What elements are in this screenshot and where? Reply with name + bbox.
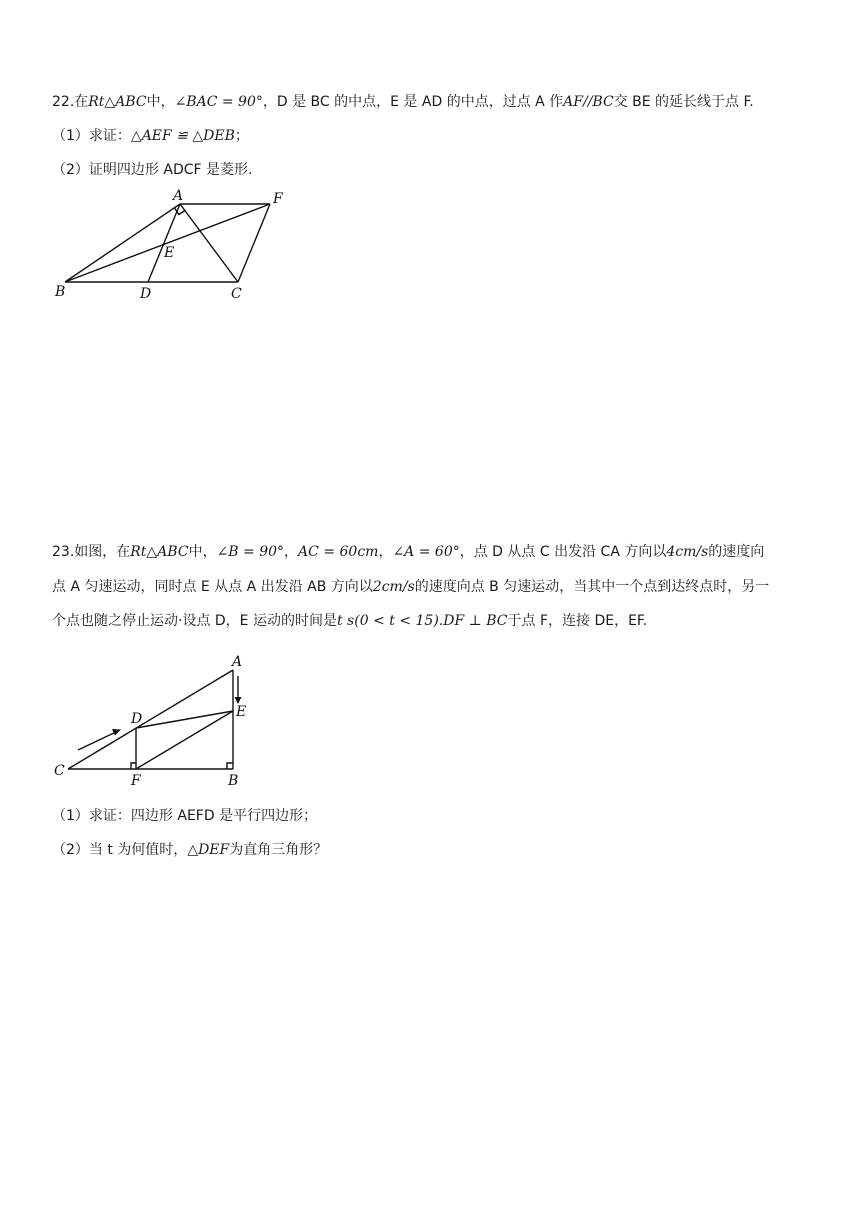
label-C: C — [54, 763, 65, 779]
label-E: E — [164, 245, 175, 261]
segment-CA — [68, 670, 233, 769]
q22-statement: 22.在Rt△ABC中，∠BAC = 90°，D 是 BC 的中点，E 是 AD 的中点，过点 A 作AF//BC交 BE 的延长线于点 F. — [52, 94, 754, 110]
q22-number: 22. — [52, 94, 75, 110]
label-F: F — [131, 773, 141, 789]
arrowhead-E — [235, 697, 242, 704]
label-E: E — [236, 704, 247, 720]
label-A: A — [232, 654, 243, 670]
right-angle-mark-F — [131, 763, 136, 769]
q23-statement-line3: 个点也随之停止运动·设点 D，E 运动的时间是t s(0 < t < 15).DF ⊥ BC于点 F，连接 DE，EF. — [52, 613, 648, 629]
q23-statement-line2: 点 A 匀速运动，同时点 E 从点 A 出发沿 AB 方向以2cm/s的速度向点 B 匀速运动，当其中一个点到达终点时，另一 — [52, 579, 770, 595]
motion-arrow-D — [78, 731, 118, 750]
right-angle-mark-B — [227, 763, 233, 769]
q22-part1: （1）求证：△AEF ≌ △DEB； — [52, 128, 249, 144]
label-B: B — [55, 284, 66, 300]
arrowhead-D — [112, 729, 121, 736]
label-A: A — [173, 188, 184, 204]
q23-part2: （2）当 t 为何值时，△DEF为直角三角形？ — [52, 842, 328, 858]
label-D: D — [131, 711, 143, 727]
label-C: C — [231, 286, 242, 302]
label-B: B — [228, 773, 239, 789]
label-D: D — [140, 286, 152, 302]
q23-number: 23. — [52, 544, 75, 560]
q23-statement-line1: 23.如图，在Rt△ABC中，∠B = 90°，AC = 60cm，∠A = 60°，点 D 从点 C 出发沿 CA 方向以4cm/s的速度向 — [52, 544, 765, 560]
q22-part2: （2）证明四边形 ADCF 是菱形. — [52, 162, 253, 178]
label-F: F — [273, 191, 283, 207]
q23-part1: （1）求证：四边形 AEFD 是平行四边形； — [52, 808, 318, 824]
